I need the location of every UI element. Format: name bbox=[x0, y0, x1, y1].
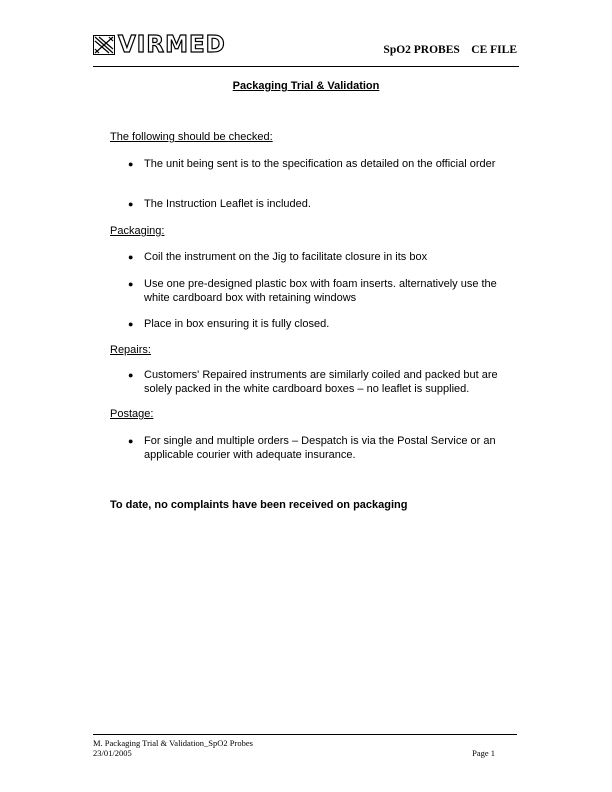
list-item-text: For single and multiple orders – Despatch is via the Postal Service or an applicable courier with adequate insurance. bbox=[144, 435, 496, 461]
list-item-text: Coil the instrument on the Jig to facilitate closure in its box bbox=[144, 251, 428, 263]
section-heading-packaging: Packaging: bbox=[110, 225, 165, 237]
bullet-icon: ● bbox=[128, 370, 134, 380]
list-item-text: The unit being sent is to the specification as detailed on the official order bbox=[144, 158, 496, 170]
logo-text: VIRMED bbox=[118, 32, 226, 58]
bullet-icon: ● bbox=[128, 279, 134, 289]
footer-document-info bbox=[93, 738, 253, 758]
page-title: Packaging Trial & Validation bbox=[232, 80, 380, 92]
bullet-icon: ● bbox=[128, 199, 134, 209]
list-item-text: Customers' Repaired instruments are similarly coiled and packed but are solely packed in the white cardboard boxes – no leaflet is supplied. bbox=[144, 369, 498, 395]
closing-statement: To date, no complaints have been received on packaging bbox=[110, 499, 408, 511]
footer-filename: M. Packaging Trial & Validation_SpO2 Probes bbox=[93, 738, 253, 748]
list-item-text: Use one pre-designed plastic box with foam inserts. alternatively use the white cardboard box with retaining windows bbox=[144, 278, 497, 304]
bullet-icon: ● bbox=[128, 436, 134, 446]
footer-date: 23/01/2005 bbox=[93, 748, 132, 758]
section-heading-repairs: Repairs: bbox=[110, 344, 151, 356]
bullet-icon: ● bbox=[128, 319, 134, 329]
logo-mark-icon bbox=[93, 35, 115, 55]
header-document-label: SpO2 PROBES CE FILE bbox=[383, 44, 517, 56]
bullet-icon: ● bbox=[128, 159, 134, 169]
list-item-text: Place in box ensuring it is fully closed. bbox=[144, 318, 330, 330]
page-footer bbox=[93, 734, 517, 758]
footer-page-number: Page 1 bbox=[472, 748, 495, 758]
section-heading-checks: The following should be checked: bbox=[110, 131, 273, 143]
section-heading-postage: Postage: bbox=[110, 408, 154, 420]
page-header bbox=[93, 32, 519, 67]
company-logo bbox=[93, 34, 226, 56]
list-item-text: The Instruction Leaflet is included. bbox=[144, 198, 311, 210]
bullet-icon: ● bbox=[128, 252, 134, 262]
